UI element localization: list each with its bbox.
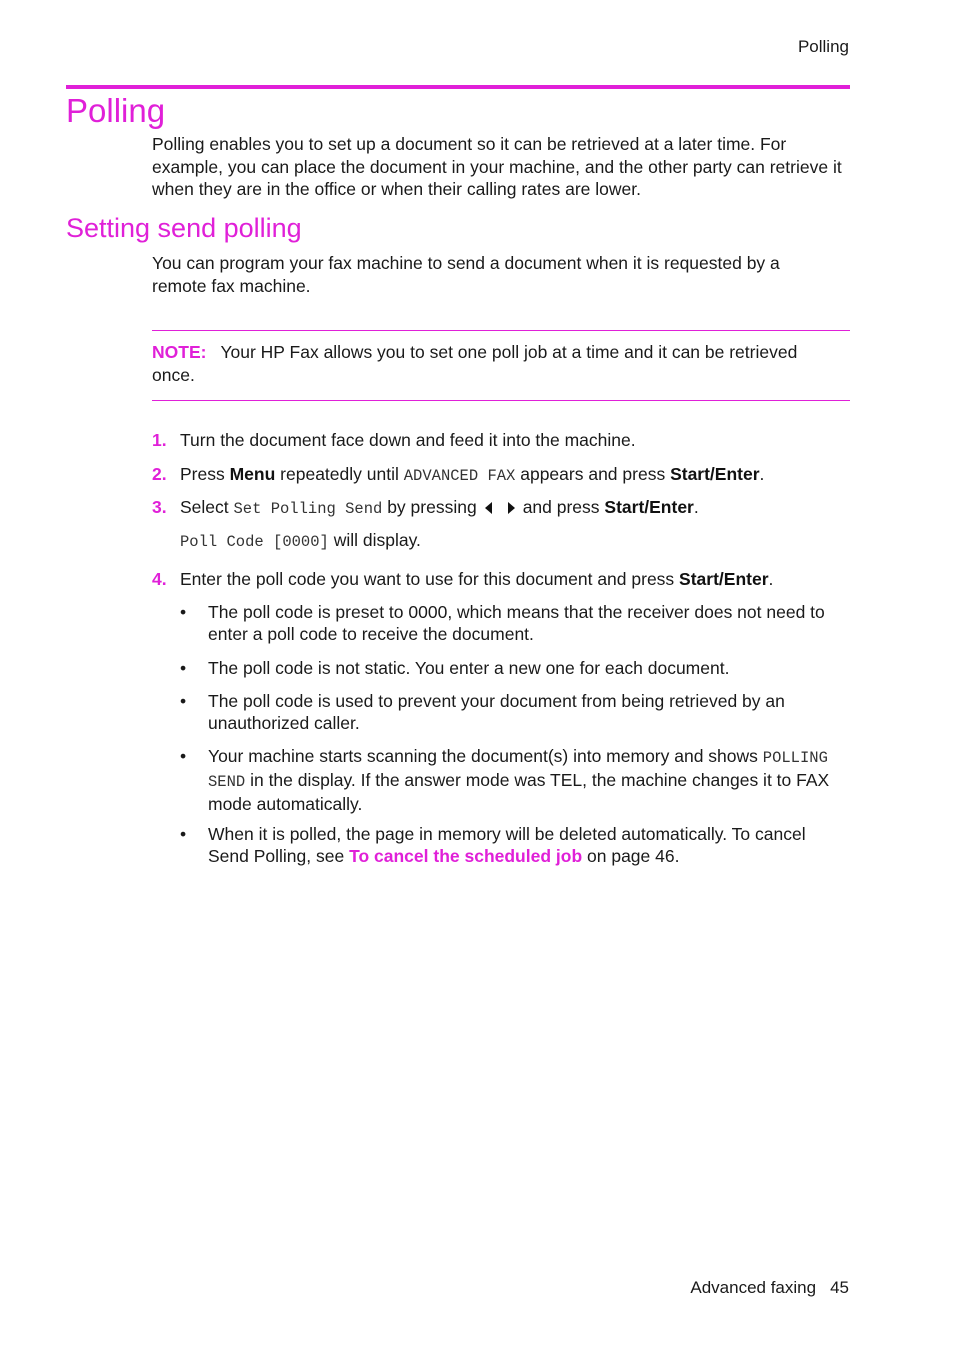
step-text-part: . (768, 569, 774, 589)
bullet-icon: • (180, 602, 187, 622)
page-footer (690, 1278, 849, 1298)
note-label: NOTE: (152, 342, 207, 362)
step-text-part: Select (180, 497, 234, 517)
page-number: 45 (830, 1278, 849, 1297)
bullet-text: The poll code is used to prevent your document from being retrieved by an unauthorized caller. (208, 691, 785, 733)
step-text-part: . (693, 497, 699, 517)
bullet-icon: • (180, 658, 187, 678)
left-arrow-icon (485, 502, 492, 514)
step-text-part: Enter the poll code you want to use for this document and press (180, 569, 680, 589)
start-enter-key-label: Start/Enter (604, 497, 694, 517)
bullet-icon: • (180, 824, 187, 844)
running-head: Polling (797, 37, 849, 56)
bullet-text (208, 745, 850, 815)
step-text (180, 496, 852, 520)
cancel-scheduled-job-link[interactable]: To cancel the scheduled job (349, 846, 583, 866)
page-title: Polling (66, 92, 166, 129)
header-rule (66, 85, 850, 89)
step-text-part: will display. (328, 530, 421, 550)
bullet-text-part: in the display. If the answer mode was TEL, the machine changes it to FAX mode automatically. (208, 770, 830, 814)
step-number: 4. (152, 569, 167, 589)
step-text: Turn the document face down and feed it into the machine. (180, 430, 636, 450)
bullet-icon: • (180, 691, 187, 711)
bullet-text: The poll code is preset to 0000, which means that the receiver does not need to enter a poll code to receive the document. (208, 602, 825, 644)
bullet-text: The poll code is not static. You enter a new one for each document. (208, 658, 730, 678)
bullet-text-part: When it is polled, the page in memory will be deleted automatically. To cancel Send Polling, see (208, 824, 806, 866)
step-number: 3. (152, 497, 167, 517)
bullet-text (208, 823, 850, 867)
note-box (152, 330, 850, 401)
step-text-part: repeatedly until (275, 464, 404, 484)
step-text (180, 463, 852, 487)
footer-label: Advanced faxing (690, 1278, 817, 1297)
step-text (180, 568, 852, 590)
step-number: 2. (152, 464, 167, 484)
bullet-icon: • (180, 746, 187, 766)
display-code: POLLING SEND (208, 749, 828, 791)
start-enter-key-label: Start/Enter (679, 569, 769, 589)
step-text-part: by pressing (382, 497, 477, 517)
step-text-part: appears and press (520, 464, 671, 484)
start-enter-key-label: Start/Enter (670, 464, 760, 484)
section-title: Setting send polling (66, 213, 302, 243)
note-text: Your HP Fax allows you to set one poll job at a time and it can be retrieved once. (152, 342, 798, 385)
section-paragraph: You can program your fax machine to send a document when it is requested by a remote fax machine. (152, 253, 780, 296)
step-text-part: . (759, 464, 765, 484)
menu-key-label: Menu (229, 464, 276, 484)
display-code: Set Polling Send (233, 500, 383, 518)
note-text-block (152, 341, 832, 387)
step-text (180, 529, 852, 553)
step-text-part: Press (180, 464, 230, 484)
right-arrow-icon (508, 502, 515, 514)
display-code: Poll Code [0000] (180, 533, 329, 551)
bullet-text-part: Your machine starts scanning the document(s) into memory and shows (208, 746, 763, 766)
step-text-part: and press (522, 497, 605, 517)
step-number: 1. (152, 430, 167, 450)
bullet-text-part: on page 46. (582, 846, 680, 866)
intro-paragraph: Polling enables you to set up a document so it can be retrieved at a later time. For example, you can place the document in your machine, and the other party can retrieve it when they are in the office or when their calling rates are lower. (152, 134, 842, 199)
display-code: ADVANCED FAX (403, 467, 516, 485)
